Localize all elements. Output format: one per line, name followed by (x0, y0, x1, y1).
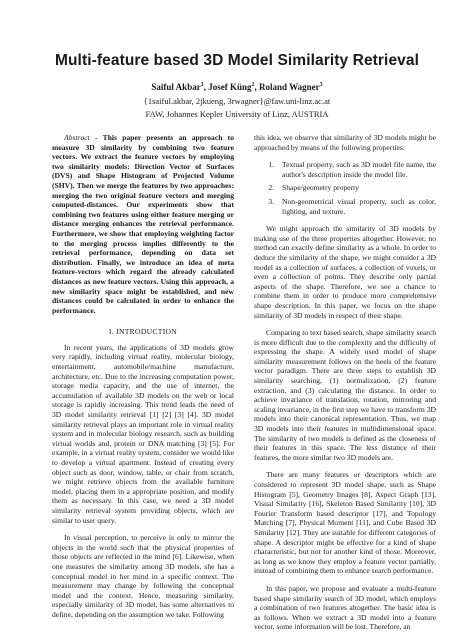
abstract-text: - This paper presents an approach to measure 3D similarity by combining two feature vectors. We extract the feature vectors by employing two similarity models: Direction Vector of Surfaces (DVS) and Shape Histogram of Projected Volume (SHV). Then we merge the features by two approaches: merging the two original feature vectors and merging computed-distances. Our experiments show that combining two features using either feature merging or distance merging enhances the retrieval performance. Furthermore, we show that employing weighting factor to the merging process implies differently to the retrieval performance, depending on data set distribution. Finally, we introduce an idea of meta feature-vectors which regard the already calculated distances as new feature vectors. Using this approach, a new similarity space might be established, and new distances could be calculated in order to enhance the performance. (52, 133, 234, 315)
author-name: Roland Wagner (258, 82, 320, 92)
author-line: Saiful Akbar$^1$, Josef Küng$^2$, Roland Wagner$^3$ (151, 82, 323, 92)
author-affiliation: FAW, Johannes Kepler University of Linz, AUSTRIA (145, 109, 329, 119)
right-column (254, 133, 436, 640)
abstract-lead: Abstract (64, 133, 90, 142)
author-mark: 3 (319, 82, 323, 88)
intro-paragraph: In recent years, the applications of 3D models grow very rapidly, including virtual reality, molecular biology, entertainment, automobile/machine manufacture, architecture, etc. Due to the increasing computation power, storage media capacity, and the use of internet, the accumulation of available 3D models on the web or local storage is rapidly increasing. This trend leads the need of 3D model similarity retrieval [1] [2] [3] [4]. 3D model similarity retrieval plays an important role in virtual reality system and in molecular biology research, such as building virtual worlds and, protein or DNA matching [3] [5]. For example, in a virtual reality system, consider we would like to develop a virtual apartment. Instead of creating every object such as door, window, table, or chair from scratch, we might retrieve objects from the available furniture model, placing them in a appropriate position, and modify them as necessary. In this case, we need a 3D model similarity retrieval system providing objects, which are similar to user query. (52, 342, 234, 525)
abstract (52, 133, 234, 315)
left-column (52, 133, 234, 628)
list-item: 3. Non-geometrical visual property, such as color, lighting, and texture. (276, 197, 436, 216)
author-mark: 2 (251, 82, 255, 88)
author-emails: {1saiful.akbar, 2jkueng, 3rwagner}@faw.uni-linz.ac.at (143, 96, 331, 106)
property-list (254, 160, 436, 216)
section-heading: I. INTRODUCTION (108, 327, 178, 337)
list-item: 1. Textual property, such as 3D model file name, the author's description inside the model file. (276, 160, 436, 179)
list-item: 2. Shape/geometry property (276, 183, 436, 193)
body-paragraph: There are many features or descriptors which are considered to represent 3D model shape, such as Shape Histogram [5], Geometry Images [8], Aspect Graph [13], Visual Similarity [16], Skeleton Based Similarity [10], 3D Fourier Transform based descriptor [17], and Topology Matching [7], Physical Moment [11], and Cube Based 3D Similarity [12]. They are suitable for different categories of shape. A descriptor might be effective for a kind of shape characteristic, but not for another kind of those. Moreover, as long as we know they employ a feature vector partially, instead of combining them to enhance search performance. (254, 470, 436, 576)
body-paragraph: Comparing to text based search, shape similarity search is more difficult due to the complexity and the difficulty of expressing the shape. A widely used model of shape similarity measurement follows on the heels of the feature vector paradigm. There are three steps to establish 3D similarity searching, (1) normalization, (2) feature extraction, and (3) calculating the distance. In order to achieve invariance of translation, rotation, mirroring and scaling invariance, in the first step we have to transform 3D models into their canonical representation. Thus, we map 3D models into their features in multidimensional space. The similarity of two models is defined as the closeness of their features in this space. The less distance of their features, the more similar two 3D models are. (254, 328, 436, 462)
author-name: Josef Küng (208, 82, 252, 92)
author-mark: 1 (200, 82, 204, 88)
author-name: Saiful Akbar (151, 82, 201, 92)
intro-paragraph: In visual perception, to perceive is only to mirror the objects in the world such that the physical properties of those objects are reflected in the mind [6]. Likewise, when one measures the similarity among 3D models, she has a conceptual model in her mind in a specific context. The measurement may change by following the conceptual model and the context. Hence, measuring similarity, especially similarity of 3D model, has some alternatives to define, depending on the assumption we take. Following (52, 533, 234, 619)
body-paragraph: this idea, we observe that similarity of 3D models might be approached by means of the following properties: (254, 133, 436, 152)
body-paragraph: In this paper, we propose and evaluate a multi-feature based shape similarity search of 3D model, which employs a combination of two features altogether. The basic idea is as follows. When we extract a 3D model into a feature vector, some information will be lost. Therefore, an (254, 583, 436, 632)
body-paragraph: We might approach the similarity of 3D models by making use of the three properties altogether. However, no method can exactly define similarity as a whole. In order to deduce the similarity of the shape, we might consider a 3D model as a collection of surfaces, a collection of voxels, or even a collection of points. They describe only partial aspects of the shape. Therefore, we see a chance to combine them in order to produce more comprehensive shape description. In this paper, we focus on the shape similarity of 3D models in respect of their shape. (254, 224, 436, 320)
paper-title: Multi-feature based 3D Model Similarity Retrieval (54, 52, 420, 69)
